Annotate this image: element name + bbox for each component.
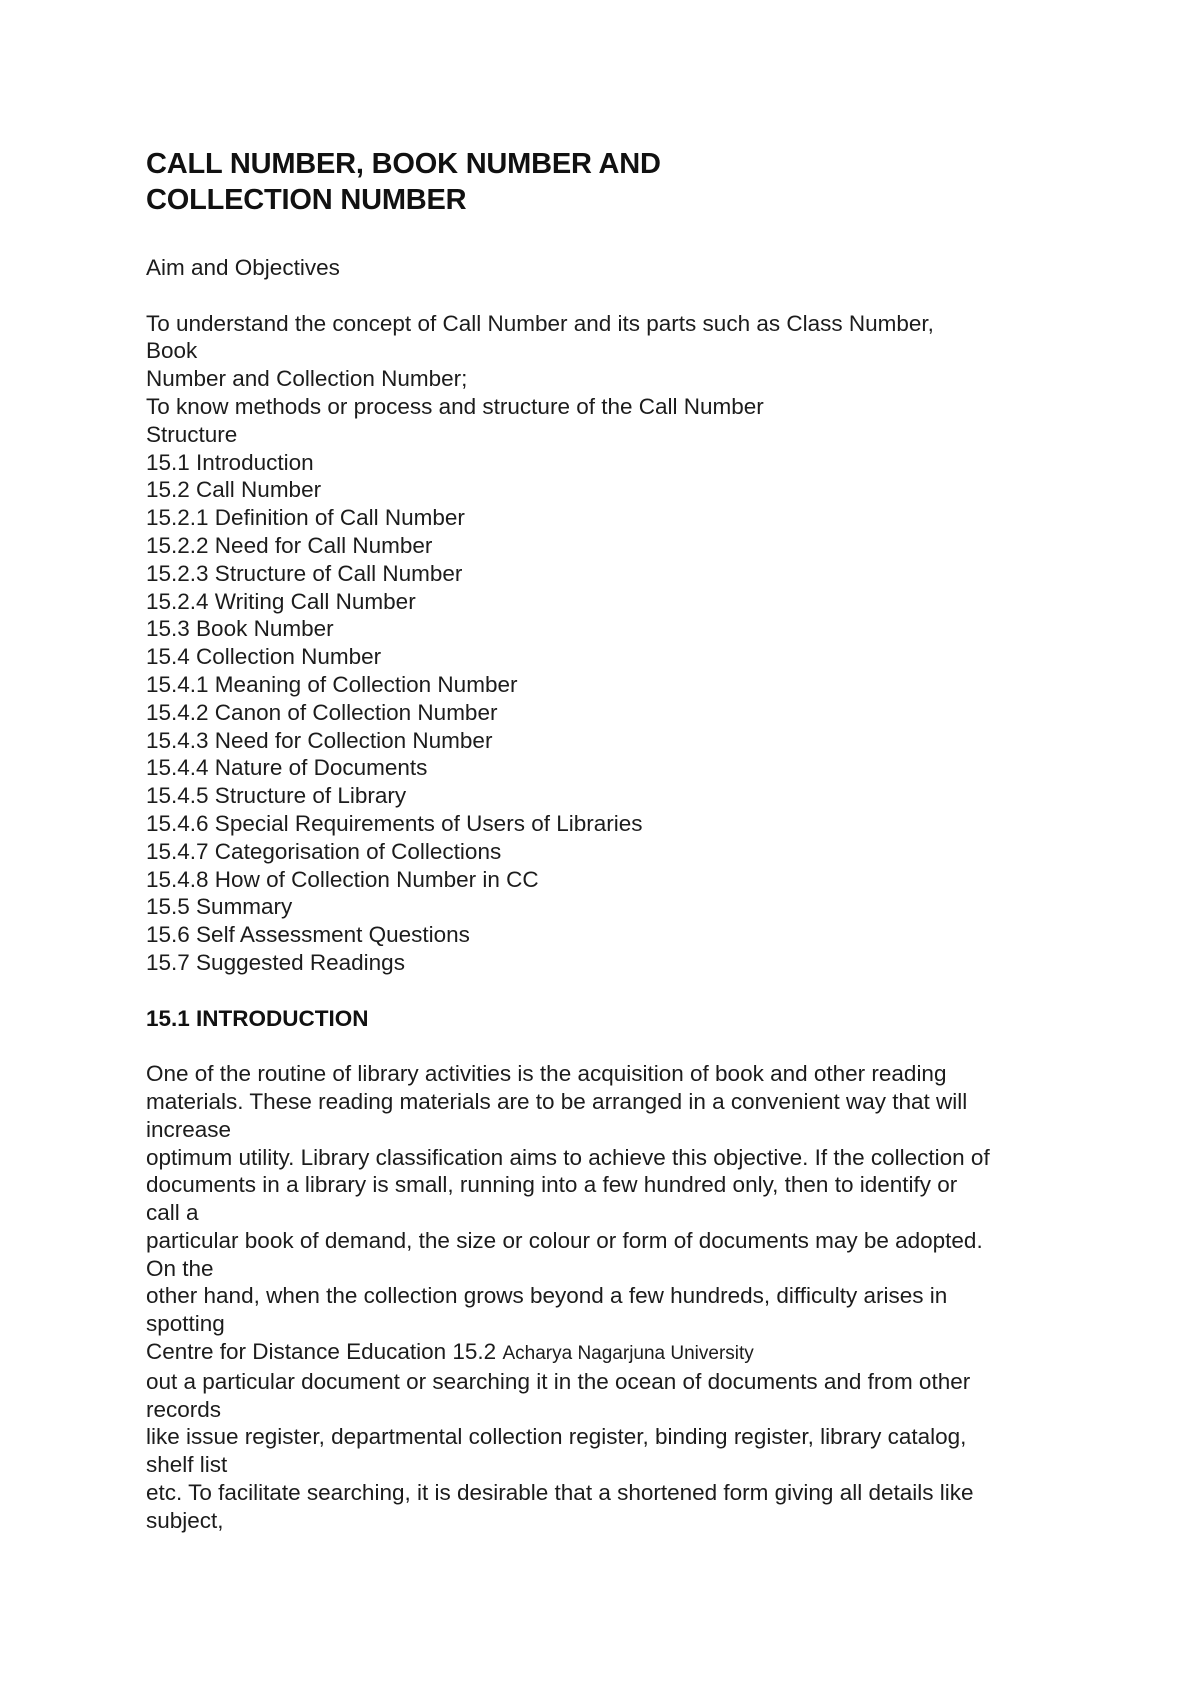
spacer [146, 282, 1076, 310]
structure-item: 15.2.1 Definition of Call Number [146, 505, 465, 531]
page-footer [146, 1338, 1076, 1368]
paragraph-line: On the [146, 1255, 214, 1281]
paragraph-line: One of the routine of library activities is the acquisition of book and other reading [146, 1061, 947, 1087]
structure-item: 15.2.4 Writing Call Number [146, 588, 416, 614]
footer-left: Centre for Distance Education 15.2 [146, 1339, 497, 1365]
aim-heading: Aim and Objectives [146, 255, 340, 280]
paragraph-line: materials. These reading materials are to be arranged in a convenient way that will [146, 1088, 968, 1114]
structure-item: 15.4.5 Structure of Library [146, 783, 407, 809]
paragraph-line: records [146, 1396, 222, 1422]
paragraph-line: particular book of demand, the size or colour or form of documents may be adopted. [146, 1227, 983, 1253]
paragraph-line: call a [146, 1200, 199, 1226]
footer-right: Acharya Nagarjuna University [502, 1343, 754, 1365]
spacer [146, 977, 1076, 1005]
structure-item: 15.4.2 Canon of Collection Number [146, 699, 498, 725]
objective-line: Number and Collection Number; [146, 366, 468, 392]
paragraph-line: out a particular document or searching it in the ocean of documents and from other [146, 1368, 971, 1394]
structure-item: 15.5 Summary [146, 894, 293, 920]
structure-item: 15.2 Call Number [146, 477, 322, 503]
spacer [146, 1032, 1076, 1060]
structure-item: 15.4.1 Meaning of Collection Number [146, 671, 518, 697]
page-title [146, 146, 661, 218]
structure-item: 15.4.6 Special Requirements of Users of Libraries [146, 810, 643, 836]
structure-item: 15.4.4 Nature of Documents [146, 755, 428, 781]
paragraph-line: other hand, when the collection grows beyond a few hundreds, difficulty arises in [146, 1283, 948, 1309]
structure-item: 15.4 Collection Number [146, 644, 382, 670]
structure-item: 15.2.3 Structure of Call Number [146, 560, 463, 586]
structure-item: 15.2.2 Need for Call Number [146, 532, 433, 558]
structure-item: 15.3 Book Number [146, 616, 334, 642]
title-line: COLLECTION NUMBER [146, 184, 467, 216]
structure-heading: Structure [146, 421, 238, 447]
paragraph-line: like issue register, departmental collection register, binding register, library catalog, [146, 1424, 967, 1450]
title-line: CALL NUMBER, BOOK NUMBER AND [146, 148, 661, 180]
paragraph-line: etc. To facilitate searching, it is desirable that a shortened form giving all details like [146, 1480, 974, 1506]
section-heading: 15.1 INTRODUCTION [146, 1005, 369, 1031]
paragraph-line: increase [146, 1116, 232, 1142]
objective-line: To know methods or process and structure of the Call Number [146, 393, 764, 419]
structure-item: 15.4.7 Categorisation of Collections [146, 838, 502, 864]
paragraph-line: subject, [146, 1507, 224, 1533]
paragraph-line: optimum utility. Library classification aims to achieve this objective. If the collection of [146, 1144, 990, 1170]
structure-item: 15.7 Suggested Readings [146, 949, 405, 975]
paragraph-line: shelf list [146, 1452, 228, 1478]
objective-line: Book [146, 338, 198, 364]
document-body [146, 254, 1076, 1535]
paragraph-line: spotting [146, 1311, 225, 1337]
objective-line: To understand the concept of Call Number and its parts such as Class Number, [146, 310, 934, 336]
structure-item: 15.1 Introduction [146, 449, 314, 475]
structure-item: 15.4.3 Need for Collection Number [146, 727, 493, 753]
paragraph-line: documents in a library is small, running into a few hundred only, then to identify or [146, 1172, 958, 1198]
structure-item: 15.6 Self Assessment Questions [146, 922, 470, 948]
structure-item: 15.4.8 How of Collection Number in CC [146, 866, 539, 892]
